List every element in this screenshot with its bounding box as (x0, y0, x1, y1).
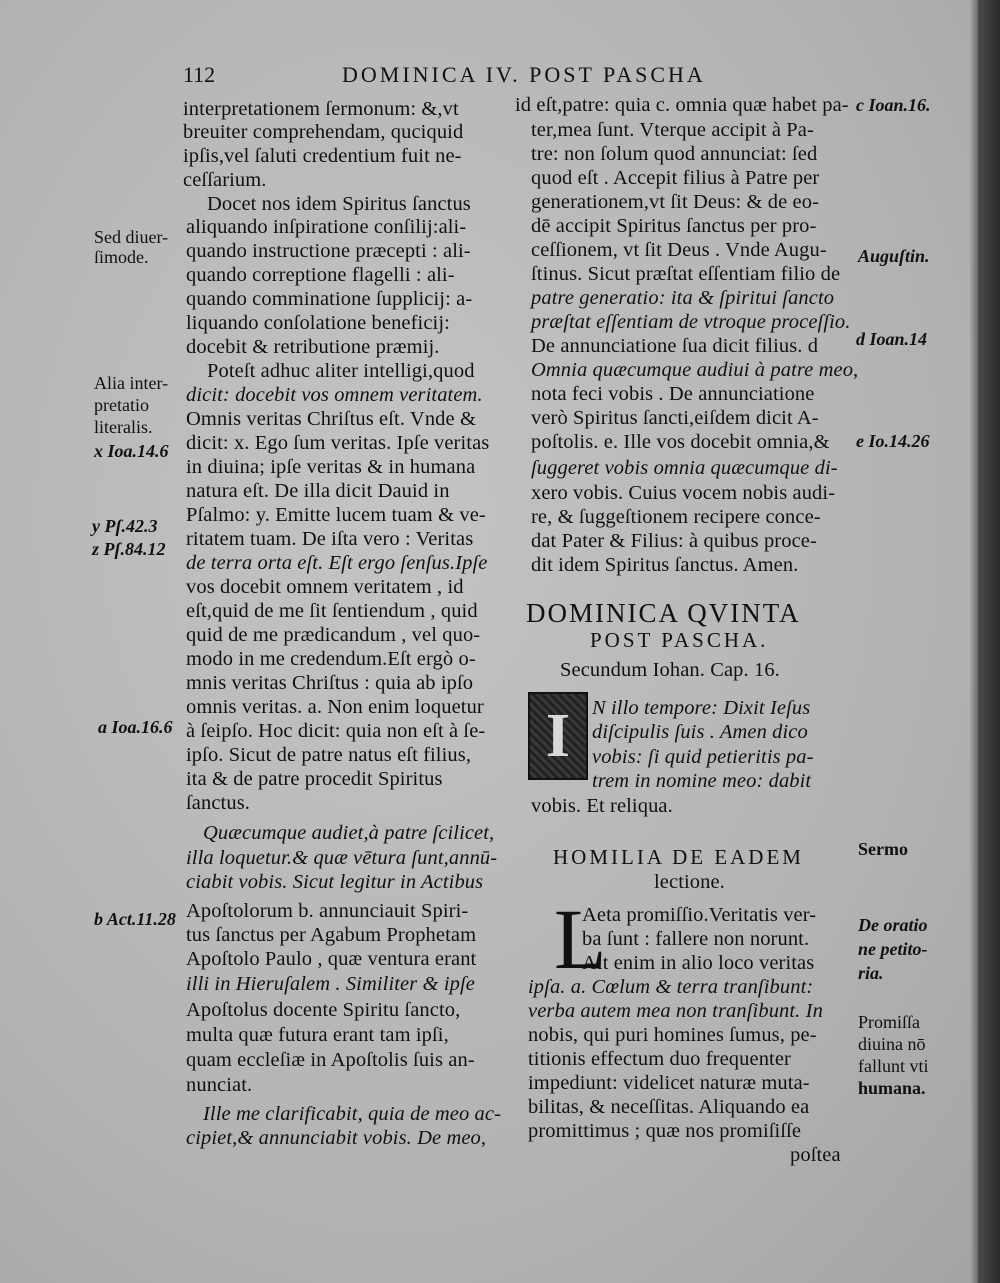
text-line: verò Spiritus ſancti,eiſdem dicit A- (531, 407, 819, 429)
text-line: vobis. Et reliqua. (531, 795, 673, 817)
margin-note: e Io.14.26 (856, 431, 930, 451)
text-line: de terra orta eſt. Eſt ergo ſenſus.Ipſe (186, 552, 488, 574)
text-line: diſcipulis ſuis . Amen dico (592, 721, 808, 743)
text-line: tus ſanctus per Agabum Prophetam (186, 924, 477, 946)
margin-note: b Act.11.28 (94, 909, 176, 929)
margin-note: a Ioa.16.6 (98, 717, 173, 737)
margin-note: literalis. (94, 417, 153, 437)
text-line: ceſſarium. (183, 169, 267, 191)
text-line: quando comminatione ſupplicij: a- (186, 288, 473, 310)
text-line: ipſa. a. Cœlum & terra tranſibunt: (528, 976, 814, 998)
text-line: ciabit vobis. Sicut legitur in Actibus (186, 871, 484, 893)
text-line: vos docebit omnem veritatem , id (186, 576, 464, 598)
text-line: Quæcumque audiet,à patre ſcilicet, (203, 822, 495, 844)
text-line: Docet nos idem Spiritus ſanctus (207, 193, 471, 215)
text-line: Poteſt adhuc aliter intelligi,quod (207, 360, 475, 382)
text-line: cipiet,& annunciabit vobis. De meo, (186, 1127, 487, 1149)
section-title: DOMINICA QVINTA (526, 598, 801, 628)
text-line: ita & de patre procedit Spiritus (186, 768, 443, 790)
text-line: Apoſtolo Paulo , quæ ventura erant (186, 948, 477, 970)
margin-note: ne petito- (858, 939, 928, 959)
margin-note: y Pſ.42.3 (92, 516, 158, 536)
text-line: verba autem mea non tranſibunt. In (528, 1000, 823, 1022)
text-line: mnis veritas Chriſtus : quia ab ipſo (186, 672, 474, 694)
text-line: ceſſionem, vt ſit Deus . Vnde Augu- (531, 239, 827, 261)
margin-note: ſimode. (94, 247, 149, 267)
text-line: re, & ſuggeſtionem recipere conce- (531, 506, 821, 528)
text-line: ba ſunt : fallere non norunt. (582, 928, 810, 950)
margin-note: De oratio (858, 915, 928, 935)
text-line: in diuina; ipſe veritas & in humana (186, 456, 476, 478)
text-line: modo in me credendum.Eſt ergò o- (186, 648, 476, 670)
decorated-initial: I (528, 692, 588, 780)
text-line: Omnis veritas Chriſtus eſt. Vnde & (186, 408, 476, 430)
text-line: Ille me clarificabit, quia de meo ac- (203, 1103, 502, 1125)
text-line: quam eccleſiæ in Apoſtolis ſuis an- (186, 1049, 475, 1071)
text-line: Ait enim in alio loco veritas (582, 952, 815, 974)
page-number: 112 (183, 62, 216, 87)
text-line: præſtat eſſentiam de vtroque proceſſio. (531, 311, 851, 333)
text-line: eſt,quid de me ſit ſentiendum , quid (186, 600, 478, 622)
text-line: quod eſt . Accepit filius à Patre per (531, 167, 820, 189)
text-line: nota feci vobis . De annunciatione (531, 383, 815, 405)
text-line: Omnia quæcumque audiui à patre meo, (531, 359, 859, 381)
text-line: trem in nomine meo: dabit (592, 770, 812, 792)
text-line: ſtinus. Sicut præſtat eſſentiam filio de (531, 263, 841, 285)
text-line: docebit & retributione præmij. (186, 336, 440, 358)
section-reference: Secundum Iohan. Cap. 16. (560, 659, 780, 681)
text-line: dit idem Spiritus ſanctus. Amen. (531, 554, 799, 576)
text-line: dicit: x. Ego ſum veritas. Ipſe veritas (186, 432, 490, 454)
text-line: dicit: docebit vos omnem veritatem. (186, 384, 483, 406)
margin-note: Sermo (858, 839, 908, 859)
margin-note: ria. (858, 963, 884, 983)
text-line: illa loquetur.& quæ vētura ſunt,annū- (186, 847, 498, 869)
margin-note: Sed diuer- (94, 227, 169, 247)
text-line: generationem,vt ſit Deus: & de eo- (531, 191, 820, 213)
text-line: Apoſtolus docente Spiritu ſancto, (186, 999, 461, 1021)
text-line: dat Pater & Filius: à quibus proce- (531, 530, 817, 552)
section-subtitle: POST PASCHA. (590, 628, 769, 652)
text-line: à ſeipſo. Hoc dicit: quia non eſt à ſe- (186, 720, 486, 742)
text-line: N illo tempore: Dixit Ieſus (592, 697, 811, 719)
margin-note: c Ioan.16. (856, 95, 931, 115)
text-line: nunciat. (186, 1074, 253, 1096)
margin-note: pretatio (94, 395, 149, 415)
margin-note: diuina nō (858, 1034, 926, 1054)
margin-note: Auguſtin. (858, 246, 930, 266)
text-line: natura eſt. De illa dicit Dauid in (186, 480, 450, 502)
text-line: ritatem tuam. De iſta vero : Veritas (186, 528, 474, 550)
text-line: quando correptione flagelli : ali- (186, 264, 455, 286)
running-title: DOMINICA IV. POST PASCHA (342, 62, 706, 87)
text-line: bilitas, & neceſſitas. Aliquando ea (528, 1096, 810, 1118)
text-line: Pſalmo: y. Emitte lucem tuam & ve- (186, 504, 486, 526)
margin-note: d Ioan.14 (856, 329, 928, 349)
text-line: quid de me prædicandum , vel quo- (186, 624, 481, 646)
text-line: vobis: ſi quid petieritis pa- (592, 746, 814, 768)
text-line: titionis effectum duo frequenter (528, 1048, 791, 1070)
text-line: dē accipit Spiritus ſanctus per pro- (531, 215, 817, 237)
text-line: promittimus ; quæ nos promiſiſſe (528, 1120, 802, 1142)
text-line: aliquando inſpiratione conſilij:ali- (186, 216, 467, 238)
text-line: tre: non ſolum quod annunciat: ſed (531, 143, 818, 165)
text-line: multa quæ futura erant tam ipſi, (186, 1024, 449, 1046)
margin-note: Promiſſa (858, 1012, 920, 1032)
margin-note: fallunt vti (858, 1056, 929, 1076)
initial-letter: L (554, 891, 607, 987)
margin-note: humana. (858, 1078, 926, 1098)
text-line: impediunt: videlicet naturæ muta- (528, 1072, 810, 1094)
text-line: Aeta promiſſio.Veritatis ver- (582, 904, 817, 926)
text-line: quando instructione præcepti : ali- (186, 240, 471, 262)
text-line: liquando conſolatione beneficij: (186, 312, 450, 334)
homily-subtitle: lectione. (654, 871, 725, 893)
text-line: ſuggeret vobis omnia quæcumque di- (531, 457, 838, 479)
text-line: poſtolis. e. Ille vos docebit omnia,& (531, 431, 830, 453)
text-line: Apoſtolorum b. annunciauit Spiri- (186, 900, 469, 922)
text-line: ſanctus. (186, 792, 250, 814)
margin-note: Alia inter- (94, 373, 169, 393)
text-line: ter,mea ſunt. Vterque accipit à Pa- (531, 119, 814, 141)
text-line: interpretationem ſermonum: &,vt (183, 98, 459, 120)
book-edge (978, 0, 1000, 1283)
catchword: poſtea (790, 1144, 841, 1166)
text-line: patre generatio: ita & ſpiritui ſancto (531, 287, 835, 309)
text-line: illi in Hieruſalem . Similiter & ipſe (186, 973, 475, 995)
text-line: ipſo. Sicut de patre natus eſt filius, (186, 744, 472, 766)
margin-note: z Pſ.84.12 (92, 539, 166, 559)
text-line: nobis, qui puri homines ſumus, pe- (528, 1024, 817, 1046)
text-line: breuiter comprehendam, quciquid (183, 121, 464, 143)
text-line: omnis veritas. a. Non enim loquetur (186, 696, 484, 718)
text-line: id eſt,patre: quia c. omnia quæ habet pa- (515, 94, 849, 116)
text-line: De annunciatione ſua dicit filius. d (531, 335, 819, 357)
text-line: ipſis,vel ſaluti credentium fuit ne- (183, 145, 462, 167)
homily-title: HOMILIA DE EADEM (553, 845, 804, 869)
text-line: xero vobis. Cuius vocem nobis audi- (531, 482, 836, 504)
margin-note: x Ioa.14.6 (94, 441, 169, 461)
